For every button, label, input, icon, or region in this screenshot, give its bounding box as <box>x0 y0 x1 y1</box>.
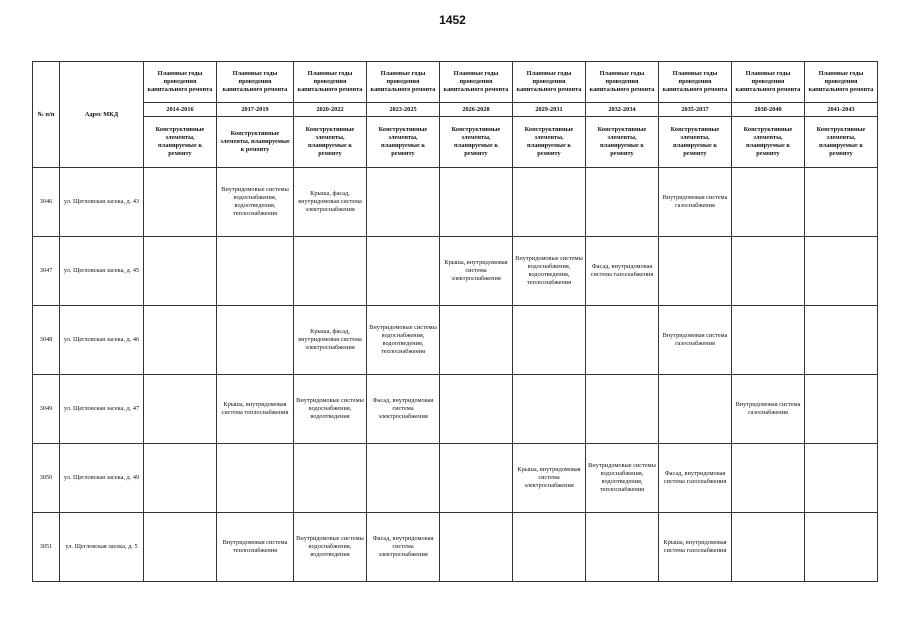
work-cell <box>659 375 732 444</box>
work-cell <box>732 306 805 375</box>
header-years: 2017-2019 <box>217 103 294 117</box>
row-number: 3048 <box>33 306 60 375</box>
header-elements: Конструктивные элементы, планируемые к ремонту <box>144 117 217 168</box>
work-cell: Внутридомовые системы водоснабжения, водоотведения, теплоснабжения <box>367 306 440 375</box>
table-row <box>33 375 878 444</box>
work-cell: Крыша, фасад, внутридомовая система электроснабжения <box>294 306 367 375</box>
row-address: ул. Щегловская засека, д. 49 <box>60 444 144 513</box>
repair-schedule-table <box>32 61 878 582</box>
header-period: Плановые годы проведения капитального ремонта <box>805 62 878 103</box>
work-cell <box>440 306 513 375</box>
row-address: ул. Щегловская засека, д. 45 <box>60 237 144 306</box>
work-cell: Фасад, внутридомовая система газоснабжения <box>659 444 732 513</box>
header-elements: Конструктивные элементы, планируемые к ремонту <box>732 117 805 168</box>
work-cell: Внутридомовые системы водоснабжения, водоотведения, теплоснабжения <box>586 444 659 513</box>
work-cell <box>367 444 440 513</box>
header-elements: Конструктивные элементы, планируемые к ремонту <box>586 117 659 168</box>
work-cell <box>367 237 440 306</box>
work-cell <box>440 513 513 582</box>
work-cell <box>513 375 586 444</box>
row-address: ул. Щегловская засека, д. 5 <box>60 513 144 582</box>
header-address: Адрес МКД <box>60 62 144 168</box>
work-cell <box>805 237 878 306</box>
table-row <box>33 168 878 237</box>
row-number: 3046 <box>33 168 60 237</box>
header-row-years <box>33 103 878 117</box>
work-cell <box>217 444 294 513</box>
work-cell <box>294 444 367 513</box>
table-row <box>33 444 878 513</box>
header-years: 2041-2043 <box>805 103 878 117</box>
work-cell <box>144 444 217 513</box>
table-row <box>33 306 878 375</box>
header-period: Плановые годы проведения капитального ремонта <box>367 62 440 103</box>
header-row-periods <box>33 62 878 103</box>
header-years: 2020-2022 <box>294 103 367 117</box>
work-cell <box>805 306 878 375</box>
work-cell <box>586 375 659 444</box>
header-period: Плановые годы проведения капитального ремонта <box>732 62 805 103</box>
header-years: 2014-2016 <box>144 103 217 117</box>
work-cell <box>732 237 805 306</box>
work-cell <box>144 237 217 306</box>
header-number: № п/п <box>33 62 60 168</box>
work-cell <box>732 444 805 513</box>
work-cell <box>805 168 878 237</box>
header-years: 2032-2034 <box>586 103 659 117</box>
table-row <box>33 237 878 306</box>
work-cell: Внутридомовые системы водоснабжения, водоотведения <box>294 375 367 444</box>
row-address: ул. Щегловская засека, д. 43 <box>60 168 144 237</box>
work-cell: Крыша, внутридомовая система газоснабжения <box>659 513 732 582</box>
header-elements: Конструктивные элементы, планируемые к ремонту <box>217 117 294 168</box>
header-period: Плановые годы проведения капитального ремонта <box>144 62 217 103</box>
work-cell: Внутридомовая система газоснабжения <box>732 375 805 444</box>
header-period: Плановые годы проведения капитального ремонта <box>294 62 367 103</box>
header-elements: Конструктивные элементы, планируемые к ремонту <box>659 117 732 168</box>
header-period: Плановые годы проведения капитального ремонта <box>513 62 586 103</box>
work-cell <box>294 237 367 306</box>
header-elements: Конструктивные элементы, планируемые к ремонту <box>513 117 586 168</box>
work-cell <box>144 375 217 444</box>
work-cell <box>144 168 217 237</box>
work-cell: Крыша, внутридомовая система теплоснабжения <box>217 375 294 444</box>
work-cell: Крыша, внутридомовая система электроснабжения <box>513 444 586 513</box>
row-address: ул. Щегловская засека, д. 46 <box>60 306 144 375</box>
header-years: 2038-2040 <box>732 103 805 117</box>
header-period: Плановые годы проведения капитального ремонта <box>440 62 513 103</box>
row-address: ул. Щегловская засека, д. 47 <box>60 375 144 444</box>
header-years: 2023-2025 <box>367 103 440 117</box>
row-number: 3047 <box>33 237 60 306</box>
work-cell <box>513 168 586 237</box>
header-years: 2035-2037 <box>659 103 732 117</box>
work-cell <box>586 168 659 237</box>
work-cell <box>217 306 294 375</box>
work-cell <box>805 375 878 444</box>
header-elements: Конструктивные элементы, планируемые к ремонту <box>440 117 513 168</box>
work-cell: Фасад, внутридомовая система газоснабжения <box>586 237 659 306</box>
page-number: 1452 <box>439 13 466 27</box>
work-cell: Внутридомовая система газоснабжения <box>659 168 732 237</box>
work-cell: Крыша, фасад, внутридомовая система электроснабжения <box>294 168 367 237</box>
work-cell <box>440 375 513 444</box>
header-period: Плановые годы проведения капитального ремонта <box>659 62 732 103</box>
work-cell: Внутридомовые системы водоснабжения, водоотведения, теплоснабжения <box>513 237 586 306</box>
row-number: 3051 <box>33 513 60 582</box>
work-cell <box>144 306 217 375</box>
work-cell <box>217 237 294 306</box>
work-cell <box>440 168 513 237</box>
work-cell <box>805 513 878 582</box>
header-years: 2026-2028 <box>440 103 513 117</box>
work-cell <box>513 513 586 582</box>
work-cell: Внутридомовая система теплоснабжения <box>217 513 294 582</box>
work-cell <box>732 168 805 237</box>
work-cell: Крыша, внутридомовая система электроснабжения <box>440 237 513 306</box>
header-elements: Конструктивные элементы, планируемые к ремонту <box>367 117 440 168</box>
work-cell <box>144 513 217 582</box>
work-cell <box>367 168 440 237</box>
row-number: 3049 <box>33 375 60 444</box>
work-cell: Фасад, внутридомовая система электроснабжения <box>367 513 440 582</box>
header-period: Плановые годы проведения капитального ремонта <box>586 62 659 103</box>
work-cell <box>586 513 659 582</box>
header-period: Плановые годы проведения капитального ремонта <box>217 62 294 103</box>
work-cell <box>513 306 586 375</box>
work-cell: Внутридомовая система газоснабжения <box>659 306 732 375</box>
work-cell <box>586 306 659 375</box>
header-elements: Конструктивные элементы, планируемые к ремонту <box>805 117 878 168</box>
work-cell <box>440 444 513 513</box>
work-cell: Внутридомовые системы водоснабжения, водоотведения <box>294 513 367 582</box>
header-row-elements <box>33 117 878 168</box>
work-cell: Внутридомовые системы водоснабжения, водоотведения, теплоснабжения <box>217 168 294 237</box>
row-number: 3050 <box>33 444 60 513</box>
work-cell <box>732 513 805 582</box>
work-cell <box>659 237 732 306</box>
header-elements: Конструктивные элементы, планируемые к ремонту <box>294 117 367 168</box>
table-row <box>33 513 878 582</box>
header-years: 2029-2031 <box>513 103 586 117</box>
work-cell <box>805 444 878 513</box>
work-cell: Фасад, внутридомовая система электроснабжения <box>367 375 440 444</box>
